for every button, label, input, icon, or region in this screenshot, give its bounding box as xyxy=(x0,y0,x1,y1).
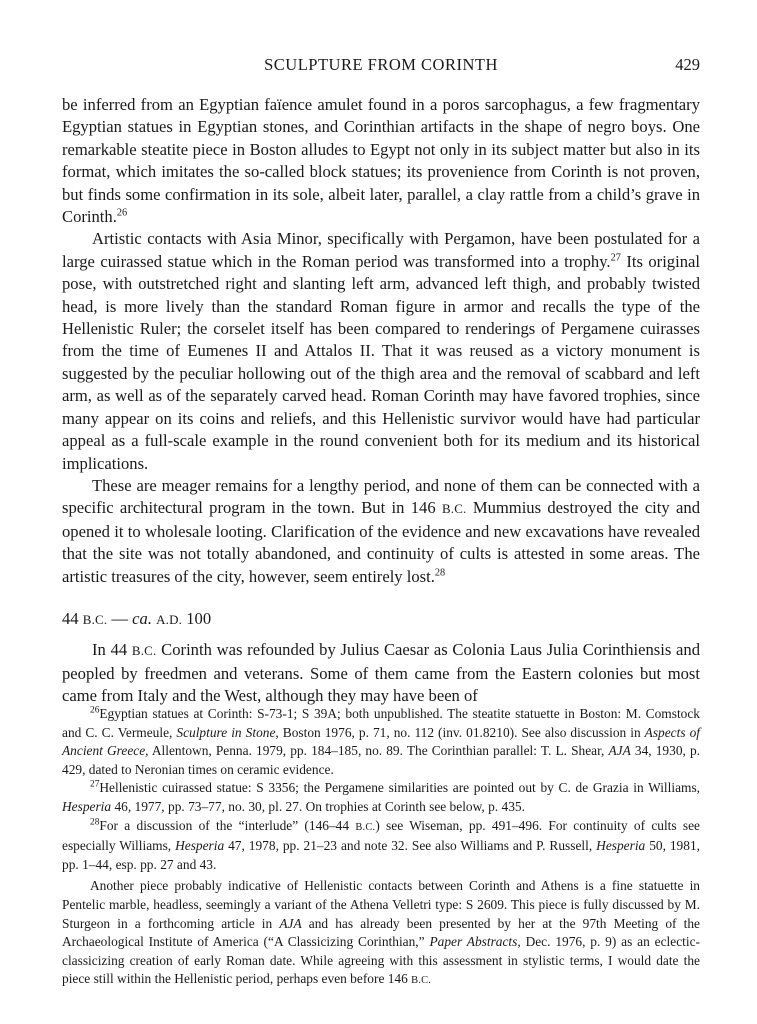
paragraph: Artistic contacts with Asia Minor, specifically with Pergamon, have been postulated for a large cuirassed statue which in the Roman period was transformed into a trophy.$^{27}$ Its original pose, with outstretched right and slanting left arm, advanced left thigh, and probably twisted head, is more lively than the standard Roman figure in armor and recalls the type of the Hellenistic Ruler; the corselet itself has been compared to renderings of Pergamene cuirasses from the time of Eumenes II and Attalos II. That it was reused as a victory monument is suggested by the peculiar hollowing out of the thigh area and the removal of scabbard and left arm, as well as of the separately carved head. Roman Corinth may have favored trophies, since many appear on its coins and reliefs, and this Hellenistic survivor would have had particular appeal as a full-scale example in the round convenient both for its medium and its historical implications. xyxy=(62,229,700,473)
page-number: 429 xyxy=(675,55,700,74)
paragraph: These are meager remains for a lengthy period, and none of them can be connected with a specific architectural program in the town. But in 146 B.C. Mummius destroyed the city and opened it to wholesale looting. Clarification of the evidence and new excavations have revealed that the site was not totally abandoned, and continuity of cults is attested in some areas. The artistic treasures of the city, however, seem entirely lost.$^{28}$ xyxy=(62,475,700,586)
running-head: SCULPTURE FROM CORINTH xyxy=(264,55,498,74)
footnote-ref[interactable]: 28 xyxy=(434,567,446,578)
footnote-26: $^{26}$Egyptian statues at Corinth: S-73-1; S 39A; both unpublished. The steatite statuette in Boston: M. Comstock and C. C. Vermeule, Sculpture in Stone, Boston 1976, p. 71, no. 112 (inv. 01.8210). See also discussion in Aspects of Ancient Greece, Allentown, Penna. 1979, pp. 184–185, no. 89. The Corinthian parallel: T. L. Shear, AJA 34, 1930, p. 429, dated to Neronian times on ceramic evidence. xyxy=(62,705,700,777)
footnote-ref[interactable]: 26 xyxy=(116,207,128,219)
footnote-28: $^{28}$For a discussion of the “interlude” (146–44 B.C.) see Wiseman, pp. 491–496. For continuity of cults see especially Williams, Hesperia 47, 1978, pp. 21–23 and note 32. See also Williams and P. Russell, Hesperia 50, 1981, pp. 1–44, esp. pp. 27 and 43. xyxy=(62,817,700,872)
document-page xyxy=(62,0,700,1024)
body-text xyxy=(62,94,700,708)
footnote-continuation: Another piece probably indicative of Hellenistic contacts between Corinth and Athens is a fine statuette in Pentelic marble, headless, seemingly a variant of the Athena Velletri type: S 2609. This piece is fully discussed by M. Sturgeon in a forthcoming article in AJA and has already been presented by her at the 97th Meeting of the Archaeological Institute of America (“A Classicizing Corinthian,” Paper Abstracts, Dec. 1976, p. 9) as an eclectic-classicizing creation of early Roman date. While agreeing with this assessment in stylistic terms, I would date the piece still within the Hellenistic period, perhaps even before 146 B.C. xyxy=(62,878,700,987)
paragraph: In 44 B.C. Corinth was refounded by Julius Caesar as Colonia Laus Julia Corinthiensis and peopled by freedmen and veterans. Some of them came from the Eastern colonies but most came from Italy and the West, although they may have been of xyxy=(62,640,701,706)
paragraph: be inferred from an Egyptian faïence amulet found in a poros sarcophagus, a few fragmentary Egyptian statues in Egyptian stones, and Corinthian artifacts in the shape of negro boys. One remarkable steatite piece in Boston alludes to Egypt not only in its subject matter but also in its format, which imitates the so-called block statues; its provenience from Corinth is not proven, but finds some confirmation in its sole, albeit later, parallel, a clay rattle from a child’s grave in Corinth.$^{26}$ xyxy=(62,95,700,227)
section-heading: 44 B.C. — ca. A.D. 100 xyxy=(62,608,212,628)
footnote-ref[interactable]: 27 xyxy=(610,252,621,264)
page-header xyxy=(62,55,700,79)
footnote-27: $^{27}$Hellenistic cuirassed statue: S 3356; the Pergamene similarities are pointed out by C. de Grazia in Williams, Hesperia 46, 1977, pp. 73–77, no. 30, pl. 27. On trophies at Corinth see below, p. 435. xyxy=(62,779,700,814)
footnotes xyxy=(62,705,700,991)
